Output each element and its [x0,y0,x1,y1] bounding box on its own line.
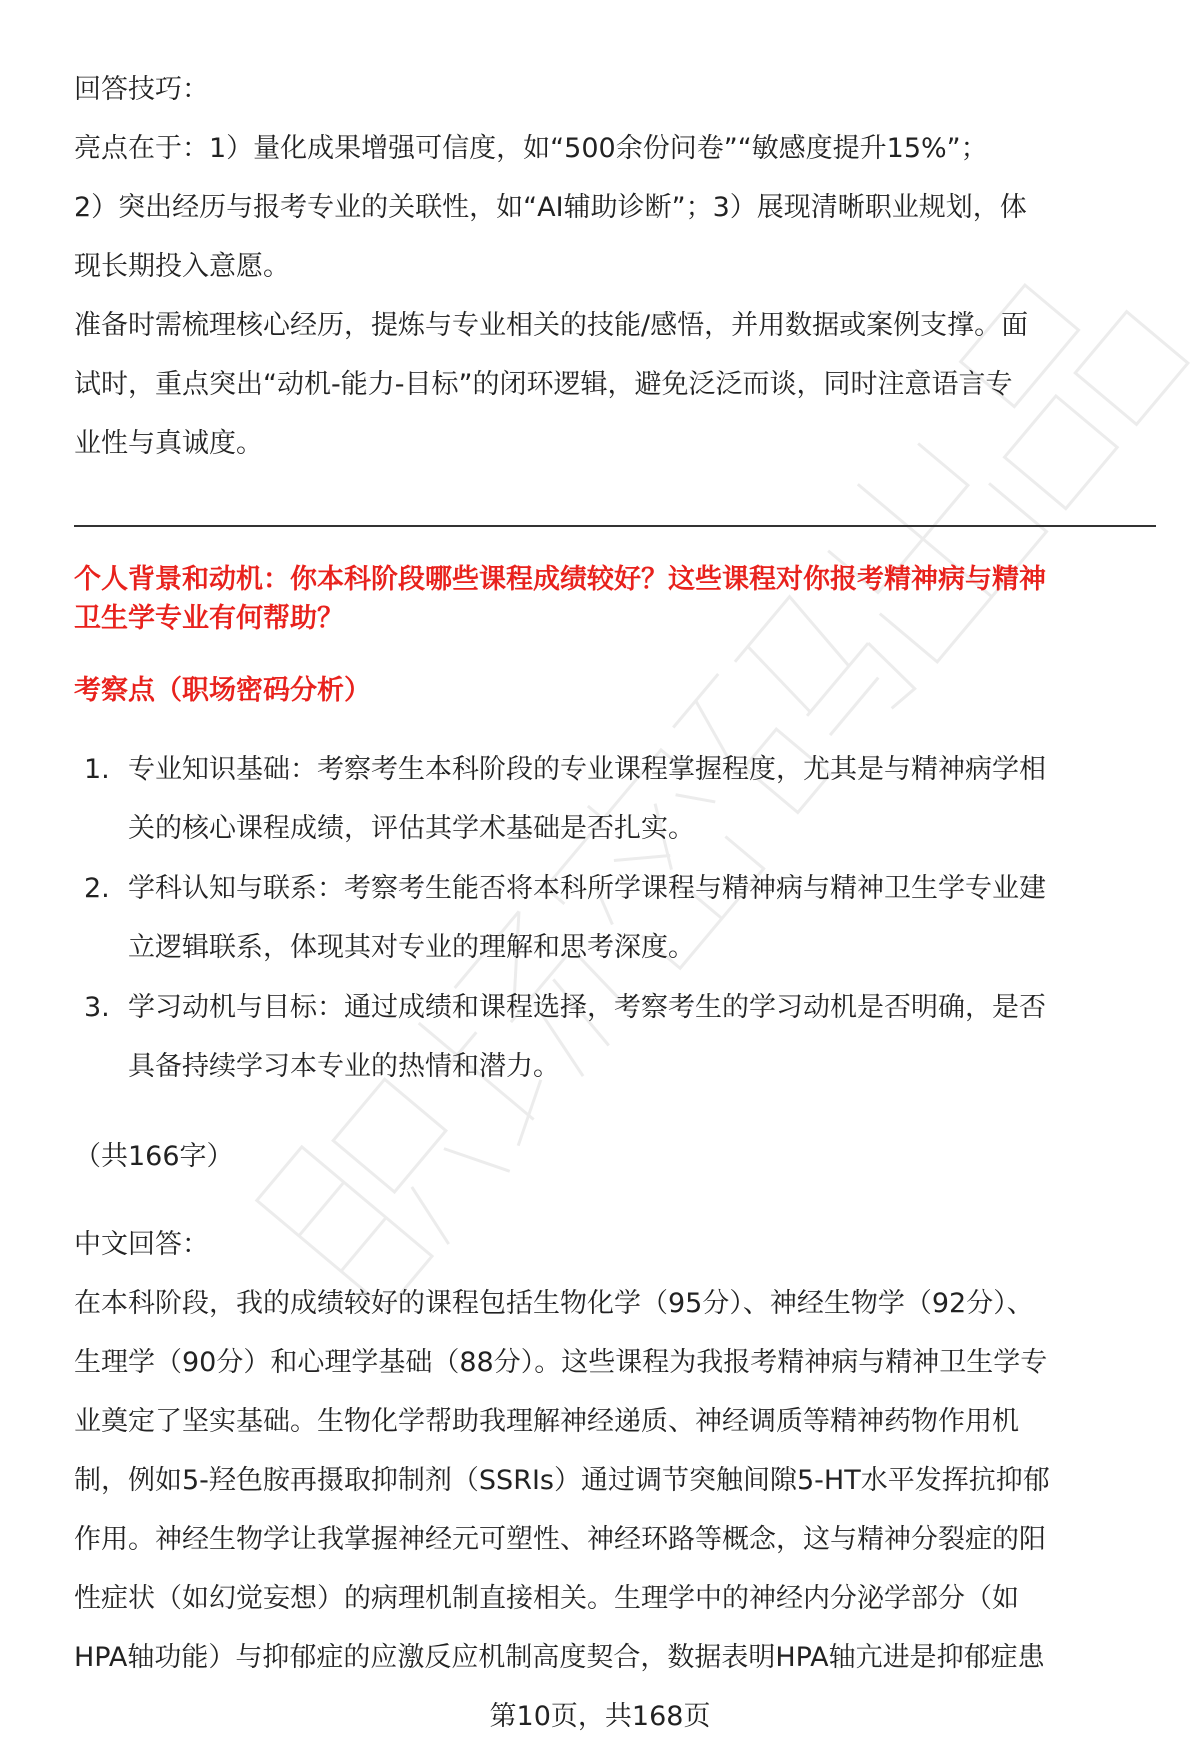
intro-heading: 回答技巧： [74,74,209,105]
list-item: 学科认知与联系：考察考生能否将本科所学课程与精神病与精神卫生学专业建 [128,873,1046,904]
question-title: 卫生学专业有何帮助？ [74,603,344,634]
list-item: 关的核心课程成绩，评估其学术基础是否扎实。 [128,813,695,844]
intro-line: 业性与真诚度。 [74,428,263,459]
intro-line: 2）突出经历与报考专业的关联性，如“AI辅助诊断”；3）展现清晰职业规划，体 [74,192,1027,223]
answer-line: HPA轴功能）与抑郁症的应激反应机制高度契合，数据表明HPA轴亢进是抑郁症患 [74,1642,1045,1673]
answer-line: 业奠定了坚实基础。生物化学帮助我理解神经递质、神经调质等精神药物作用机 [74,1406,1019,1437]
list-number: 3. [84,992,110,1023]
answer-line: 作用。神经生物学让我掌握神经元可塑性、神经环路等概念，这与精神分裂症的阳 [74,1524,1046,1555]
list-item: 学习动机与目标：通过成绩和课程选择，考察考生的学习动机是否明确，是否 [128,992,1046,1023]
intro-line: 准备时需梳理核心经历，提炼与专业相关的技能/感悟，并用数据或案例支撑。面 [74,310,1029,341]
answer-heading: 中文回答： [74,1229,209,1260]
section-divider [74,525,1156,527]
list-item: 立逻辑联系，体现其对专业的理解和思考深度。 [128,932,695,963]
list-item: 具备持续学习本专业的热情和潜力。 [128,1051,560,1082]
page-number: 第10页，共168页 [489,1701,711,1732]
list-item: 专业知识基础：考察考生本科阶段的专业课程掌握程度，尤其是与精神病学相 [128,754,1046,785]
focus-heading: 考察点（职场密码分析） [74,675,371,706]
answer-line: 在本科阶段，我的成绩较好的课程包括生物化学（95分）、神经生物学（92分）、 [74,1288,1034,1319]
question-title: 个人背景和动机：你本科阶段哪些课程成绩较好？这些课程对你报考精神病与精神 [74,564,1046,595]
answer-line: 生理学（90分）和心理学基础（88分）。这些课程为我报考精神病与精神卫生学专 [74,1347,1048,1378]
list-number: 2. [84,873,110,904]
answer-line: 性症状（如幻觉妄想）的病理机制直接相关。生理学中的神经内分泌学部分（如 [74,1583,1019,1614]
answer-line: 制，例如5-羟色胺再摄取抑制剂（SSRIs）通过调节突触间隙5-HT水平发挥抗抑郁 [74,1465,1050,1496]
intro-line: 试时，重点突出“动机-能力-目标”的闭环逻辑，避免泛泛而谈，同时注意语言专 [74,369,1013,400]
intro-line: 现长期投入意愿。 [74,251,290,282]
intro-line: 亮点在于：1）量化成果增强可信度，如“500余份问卷”“敏感度提升15%”； [74,133,988,164]
word-count: （共166字） [74,1141,234,1172]
list-number: 1. [84,754,110,785]
